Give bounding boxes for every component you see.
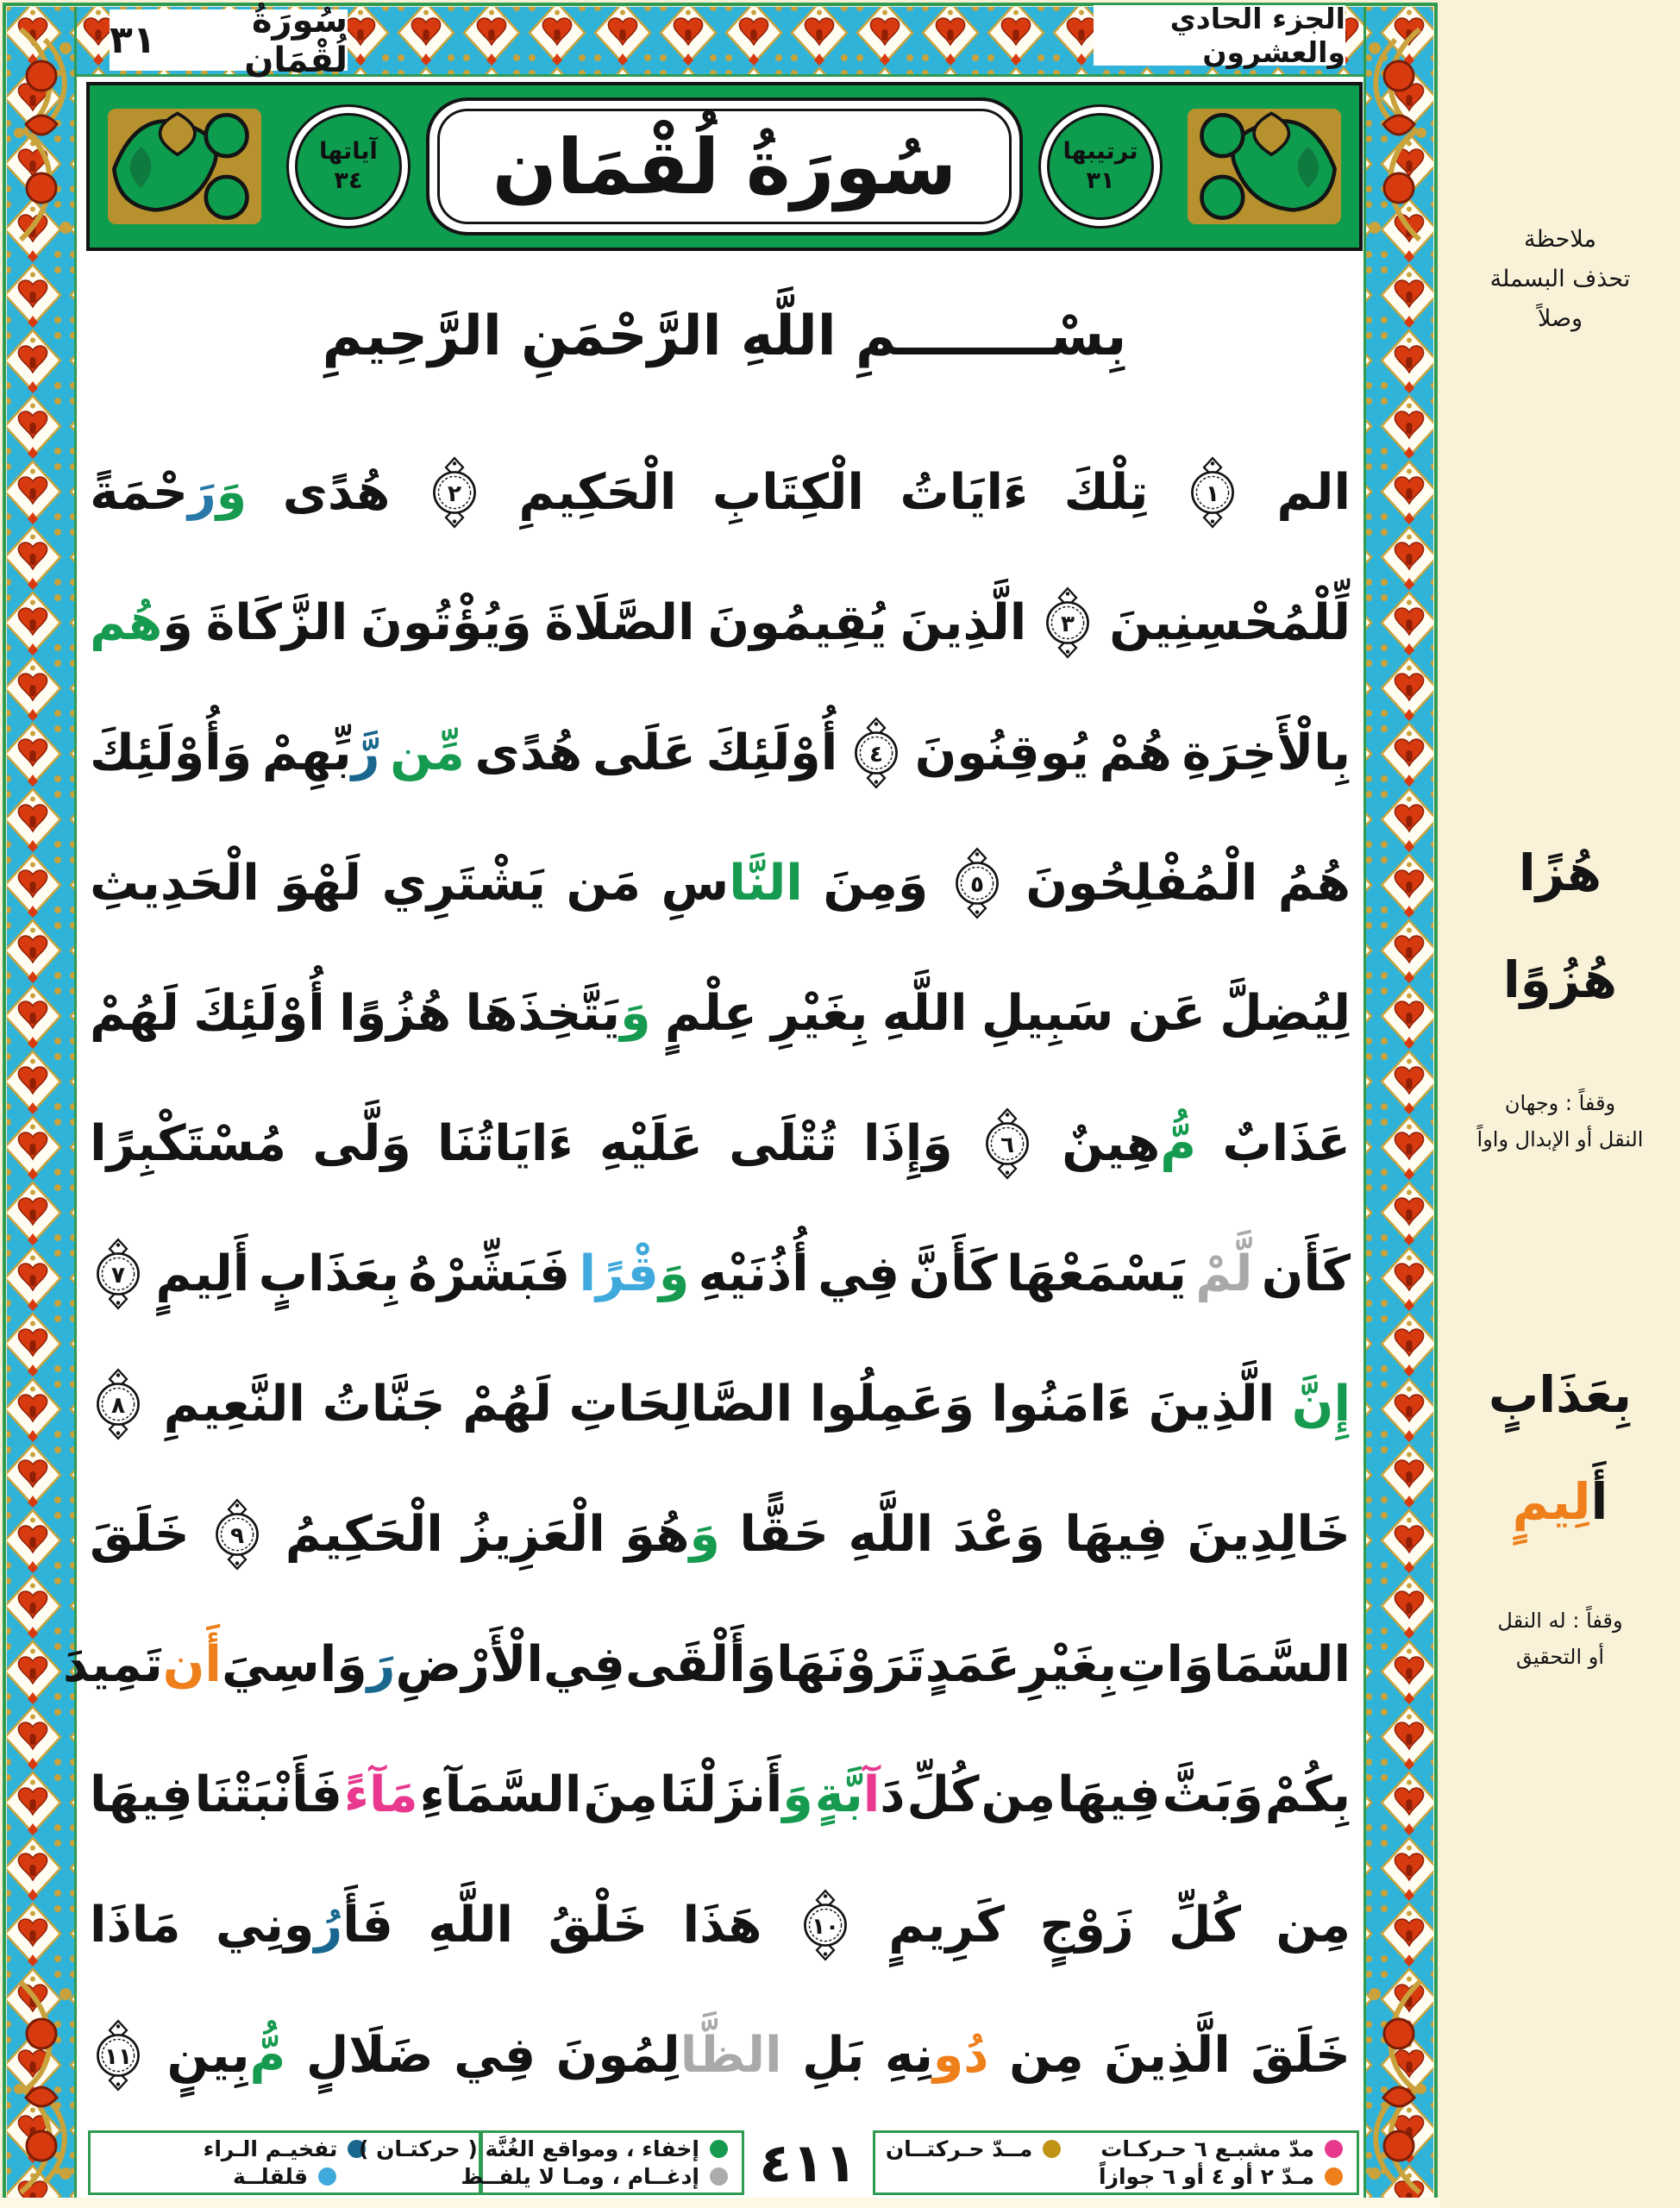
tajweed-color-dot-icon [1043, 2140, 1061, 2158]
svg-text:١٠: ١٠ [811, 1913, 839, 1940]
quran-word: اللَّهِ [848, 1505, 934, 1563]
corner-ornament-top-left [2, 22, 88, 255]
quran-word [465, 985, 650, 1042]
quran-word: هَذَا [682, 1896, 762, 1954]
quran-word: حَقًّا [739, 1505, 829, 1563]
surah-corner-name: سُورَةُ لُقْمَان [244, 0, 348, 80]
quran-word: فِيهَا [1064, 1505, 1169, 1563]
legend-entry [461, 2164, 728, 2189]
tajweed-segment: أَن [162, 1635, 222, 1693]
quran-word: عَن [1127, 984, 1206, 1042]
svg-text:٩: ٩ [230, 1522, 245, 1549]
quran-line [90, 1990, 1351, 2120]
tajweed-segment: سِ [661, 854, 730, 912]
tajweed-segment: وَ [782, 1766, 813, 1823]
quran-word: عَذَابٌ [1222, 1114, 1351, 1172]
quran-word [216, 1897, 393, 1954]
quran-word [167, 2027, 286, 2084]
quran-word: فِي [454, 2026, 536, 2084]
legend-row [91, 2164, 479, 2189]
quran-word: الم [1276, 463, 1351, 521]
bottom-edge-strip [0, 2198, 1440, 2208]
quran-line [90, 1860, 1351, 1990]
quran-line [90, 818, 1351, 948]
quran-word: هُمْ [1099, 724, 1172, 781]
svg-text:٨: ٨ [110, 1392, 126, 1419]
quran-word: أَلِيمٍ [155, 1245, 250, 1302]
ayah-medallion [1188, 456, 1238, 529]
quran-word: لِّلْمُحْسِنِينَ [1109, 593, 1351, 651]
tajweed-segment: وَ [216, 463, 248, 521]
quran-word: السَّمَاوَاتِ [1117, 1635, 1351, 1693]
svg-text:٦: ٦ [1000, 1132, 1014, 1158]
tajweed-color-dot-icon [710, 2140, 728, 2158]
legend-label: مــدّ حـركتــان [885, 2136, 1033, 2161]
quran-word: وَبَثَّ [1162, 1766, 1263, 1823]
quran-word: الصَّالِحَاتِ [568, 1375, 793, 1433]
quran-word: لَهُمْ [462, 1375, 552, 1433]
quran-word: لَهُمْ [90, 984, 179, 1042]
quran-word: وَعَمِلُوا [809, 1375, 975, 1433]
quran-word: الْحَكِيمُ [285, 1505, 443, 1563]
corner-ornament-bottom-right [1352, 1966, 1439, 2199]
quran-word: بِغَيْرِ [1019, 1635, 1118, 1693]
bismillah-line: بِسْــــــــمِ اللَّهِ الرَّحْمَنِ الرَّحِيمِ [322, 304, 1127, 368]
margin-note-aleem-words: بِعَذَابٍ أَلِيمٍ [1488, 1365, 1633, 1531]
quran-word: بِغَيْرِ [771, 984, 868, 1042]
quran-word: عَمَدٍ [925, 1635, 1020, 1693]
quran-word: الَّذِينَ [1148, 1375, 1276, 1433]
tajweed-segment: هُوَ [624, 1505, 690, 1563]
quran-word: خَلْقُ [548, 1896, 649, 1954]
page-number: ٤١١ [759, 2130, 857, 2194]
quran-word: بَلِ [802, 2026, 865, 2084]
legend-box-ghunnah [358, 2130, 744, 2195]
tajweed-segment: دَ [880, 1766, 906, 1823]
tajweed-segment: وَ [162, 593, 193, 651]
legend-entry [233, 2164, 336, 2189]
legend-entry [1099, 2164, 1343, 2189]
svg-text:١١: ١١ [103, 2043, 133, 2070]
surah-title-band [86, 82, 1363, 251]
quran-word: مَن [566, 854, 642, 912]
quran-word: كُلِّ [1169, 1896, 1242, 1954]
tajweed-segment: النَّا [729, 854, 803, 912]
quran-word: خَالِدِينَ [1187, 1505, 1351, 1563]
tajweed-color-dot-icon [318, 2167, 336, 2186]
quran-word: هُزُوًا [339, 984, 452, 1042]
surah-order-value: ٣١ [1086, 167, 1115, 194]
legend-entry [886, 2136, 1061, 2161]
quran-word: كَرِيمٍ [888, 1896, 1005, 1954]
legend-entry [204, 2136, 367, 2161]
quran-word: لِيُضِلَّ [1219, 984, 1351, 1042]
quran-word: تَرَوْنَهَا [776, 1635, 925, 1693]
quran-word: وَمِنَ [823, 854, 929, 912]
quran-word: ءَامَنُوا [991, 1375, 1132, 1433]
tajweed-segment: مُّ [249, 2026, 286, 2084]
quran-word [90, 464, 247, 521]
corner-ornament-top-right [1352, 22, 1439, 255]
ayah-medallion [851, 717, 901, 789]
tajweed-segment: رَ [187, 463, 216, 521]
legend-label: قلقلــة [232, 2164, 309, 2190]
legend-label: إدغــام ، ومـا لا يلفــظ [461, 2164, 699, 2190]
tajweed-segment: هِينٌ [1062, 1114, 1161, 1172]
quran-word: يَسْمَعْهَا [1006, 1245, 1187, 1302]
quran-word: الَّذِينَ [1104, 2026, 1231, 2084]
quran-word: خَلَقَ [90, 1505, 190, 1563]
tajweed-segment: لَّمْ [1195, 1245, 1253, 1302]
ayah-medallion [1043, 586, 1093, 659]
ayah-medallion [952, 847, 1002, 919]
quran-word [344, 1766, 418, 1823]
quran-word [580, 1245, 690, 1302]
quran-word [390, 724, 465, 781]
quran-line [62, 1599, 1351, 1729]
quran-word: يُقِيمُونَ [707, 593, 887, 651]
margin-notes-column [1440, 0, 1680, 2208]
ayat-count-circle [295, 113, 402, 220]
quran-word: كُلِّ [906, 1766, 980, 1823]
surah-title-cartouche [426, 97, 1023, 235]
quran-line [90, 1729, 1351, 1860]
quran-word: هُدًى [282, 463, 391, 521]
surah-corner-number: ٣١ [110, 18, 156, 62]
quran-word: بِكُمْ [1264, 1766, 1351, 1823]
quran-word: مِن [1276, 1896, 1351, 1954]
svg-text:٧: ٧ [110, 1262, 126, 1289]
quran-word: الْكِتَابِ [711, 463, 864, 521]
surah-order-circle [1047, 113, 1154, 220]
tajweed-segment: وَ [658, 1245, 690, 1302]
quran-word [222, 1636, 396, 1693]
quran-word: هُمُ [1277, 854, 1351, 912]
quran-word: هُدًى [474, 724, 583, 781]
quran-word: وَأَلْقَى [624, 1635, 777, 1693]
legend-entry [1100, 2136, 1343, 2161]
quran-word: مَاذَا [90, 1896, 181, 1954]
quran-word: وَلَّى [312, 1114, 411, 1172]
tajweed-segment: أَنزَلْنَا [659, 1766, 783, 1823]
margin-note-title: ملاحظة [1524, 226, 1596, 253]
tajweed-segment: نِهِ [884, 2026, 933, 2084]
quran-word: لَهْوَ [279, 854, 362, 912]
svg-text:٤: ٤ [868, 741, 884, 768]
quran-line [90, 1339, 1351, 1469]
ayat-count-label: آياتها [319, 138, 378, 165]
tajweed-segment: لِمُونَ [555, 2026, 680, 2084]
quran-word: زَوْجٍ [1039, 1896, 1134, 1954]
ayah-medallion [93, 1368, 143, 1440]
quran-word: ءَايَاتُنَا [437, 1114, 574, 1172]
corner-ornament-bottom-left [2, 1966, 88, 2199]
margin-note-aleem-rule: وقفاً : له النقل أو التحقيق [1497, 1609, 1623, 1669]
tajweed-segment: فَأَ [342, 1896, 393, 1954]
tajweed-segment: آ [862, 1766, 881, 1823]
band-foliage-left-icon [98, 99, 271, 234]
tajweed-color-dot-icon [1325, 2167, 1343, 2186]
juz-label: الجزء الحادي والعشرون [1094, 5, 1345, 66]
tajweed-segment: بَّةٍ [814, 1766, 863, 1823]
quran-word: تَمِيدَ [62, 1635, 163, 1693]
ayat-count-value: ٣٤ [334, 167, 363, 194]
svg-text:٢: ٢ [447, 480, 461, 507]
tajweed-segment: حْمَةً [90, 463, 188, 521]
legend-box-madd [873, 2130, 1359, 2195]
tajweed-segment: بِينٍ [166, 2026, 250, 2084]
quran-word [163, 1636, 222, 1693]
quran-word: مِن [1009, 2026, 1084, 2084]
quran-word [661, 855, 803, 912]
quran-word: مُسْتَكْبِرًا [90, 1114, 287, 1172]
quran-word: بِعَذَابٍ [258, 1245, 400, 1302]
quran-word: ضَلَالٍ [305, 2026, 434, 2084]
quran-word: تِلْكَ [1063, 463, 1149, 521]
legend-row [875, 2136, 1357, 2161]
quran-word: ءَايَاتُ [900, 463, 1029, 521]
tajweed-segment: ونِي [215, 1896, 315, 1954]
tajweed-segment: يَتَّخِذَهَا [465, 984, 621, 1042]
tajweed-color-dot-icon [710, 2167, 728, 2186]
quran-word: عَلَيْهِ [599, 1114, 703, 1172]
quran-line [90, 427, 1351, 557]
quran-word: الزَّكَاةَ [205, 593, 348, 651]
quran-word [262, 724, 380, 781]
quran-line [90, 1078, 1351, 1208]
tajweed-segment: الظَّا [680, 2026, 782, 2084]
legend-label: مدّ مشبـع ٦ حـركـات [1100, 2136, 1314, 2161]
band-foliage-right-icon [1178, 99, 1351, 234]
quran-word: اللَّهِ [881, 984, 968, 1042]
margin-note-basmalah: ملاحظة تحذف البسملة وصلاً [1440, 220, 1680, 339]
quran-word: فِي [542, 1635, 625, 1693]
surah-corner-label [110, 0, 348, 80]
quran-word: كَأَنَّ [908, 1245, 998, 1302]
quran-word: تُتْلَى [729, 1114, 837, 1172]
quran-line [90, 687, 1351, 818]
quran-word [624, 1506, 720, 1563]
quran-word: يَشْتَرِي [381, 854, 546, 912]
tajweed-segment: إِنَّ [1291, 1375, 1351, 1433]
quran-text-block [62, 427, 1351, 2120]
quran-word: الَّذِينَ [900, 593, 1027, 651]
quran-word [660, 1766, 813, 1823]
tajweed-segment: رَّ [351, 724, 380, 781]
svg-text:٥: ٥ [969, 871, 984, 898]
quran-word [1195, 1245, 1252, 1302]
quran-word [90, 594, 193, 651]
tajweed-segment: مَآءً [343, 1766, 418, 1823]
quran-word: الْحَدِيثِ [90, 854, 260, 912]
quran-word: وَيُؤْتُونَ [360, 593, 532, 651]
quran-word: كَأَن [1261, 1245, 1351, 1302]
quran-word: جَنَّاتُ [322, 1375, 446, 1433]
quran-word: مِنَ [583, 1766, 658, 1823]
quran-word: الْعَزِيزُ [462, 1505, 605, 1563]
quran-word [815, 1766, 906, 1823]
quran-word: وَعْدَ [952, 1505, 1045, 1563]
quran-word: فِيهَا [90, 1766, 193, 1823]
quran-word [1062, 1115, 1196, 1172]
quran-word: وَأُوْلَئِكَ [90, 724, 253, 781]
ayah-medallion [93, 1238, 143, 1310]
quran-word: فِيهَا [1057, 1766, 1161, 1823]
svg-text:٣: ٣ [1061, 611, 1075, 637]
legend-label: إخفاء ، ومواقع الغُنَّة ( حركتـان ) [358, 2136, 699, 2161]
tajweed-segment: وَاسِيَ [221, 1635, 367, 1693]
svg-text:١: ١ [1205, 480, 1219, 507]
legend-label: مـدّ ٢ أو ٤ أو ٦ جوازاً [1099, 2164, 1314, 2190]
quran-line [90, 557, 1351, 687]
legend-row [461, 2164, 742, 2190]
ayah-medallion [982, 1107, 1032, 1180]
quran-word: فَبَشِّرْهُ [408, 1245, 571, 1302]
quran-word: وَإِذَا [862, 1114, 953, 1172]
quran-word: بِالْأَخِرَةِ [1182, 724, 1351, 781]
ayah-medallion [93, 2019, 143, 2092]
tajweed-segment: دُو [932, 2026, 989, 2084]
quran-word: أُوْلَئِكَ [193, 984, 325, 1042]
quran-word: مِن [981, 1766, 1056, 1823]
tajweed-segment: هُم [90, 593, 163, 651]
tajweed-segment: قْرًا [579, 1245, 659, 1302]
tajweed-segment: وَ [689, 1505, 720, 1563]
tajweed-segment: وَ [620, 984, 651, 1042]
surah-title: سُورَةُ لُقْمَان [492, 122, 957, 211]
quran-line [90, 1469, 1351, 1599]
tajweed-color-dot-icon [1325, 2140, 1343, 2158]
quran-word: فِي [818, 1245, 900, 1302]
tajweed-segment: رَ [367, 1635, 396, 1693]
quran-word: السَّمَآءِ [419, 1766, 582, 1823]
ayah-medallion [429, 456, 480, 529]
surah-order-label: ترتيبها [1063, 138, 1138, 165]
tajweed-segment: رُ [314, 1896, 343, 1954]
quran-word: فَأَنْبَتْنَا [194, 1766, 342, 1823]
tajweed-segment: بِّهِمْ [261, 724, 352, 781]
quran-word: خَلَقَ [1251, 2026, 1351, 2084]
margin-note-huzuwa-words: هُزًا هُزُوًا [1502, 844, 1618, 1009]
quran-word [885, 2027, 989, 2084]
quran-word: الصَّلَاةَ [544, 593, 695, 651]
legend-label: تفخيـم الـراء [203, 2136, 338, 2161]
legend-row [875, 2164, 1357, 2189]
quran-word: أُذُنَيْهِ [698, 1245, 809, 1302]
quran-word: الْمُفْلِحُونَ [1025, 854, 1258, 912]
quran-word: النَّعِيمِ [163, 1375, 305, 1433]
tajweed-segment: مُّ [1160, 1114, 1197, 1172]
quran-word: الْأَرْضِ [395, 1635, 543, 1693]
legend-row [358, 2136, 742, 2161]
ayah-medallion [212, 1498, 262, 1571]
quran-word: اللَّهِ [428, 1896, 514, 1954]
quran-word: عَلَى [592, 724, 696, 781]
quran-line [90, 948, 1351, 1078]
quran-word: عِلْمٍ [664, 984, 757, 1042]
quran-line [90, 1208, 1351, 1339]
quran-word [1292, 1376, 1351, 1433]
quran-word: الْحَكِيمِ [518, 463, 677, 521]
quran-word: يُوقِنُونَ [914, 724, 1089, 781]
quran-word: أُوْلَئِكَ [705, 724, 838, 781]
quran-word: سَبِيلِ [981, 984, 1114, 1042]
margin-note-huzuwa-rule: وقفاً : وجهان النقل أو الإبدال واواً [1476, 1091, 1644, 1151]
tajweed-segment: مِّن [390, 724, 465, 781]
quran-word [556, 2027, 782, 2084]
legend-entry [359, 2136, 728, 2161]
ayah-medallion [800, 1889, 850, 1961]
